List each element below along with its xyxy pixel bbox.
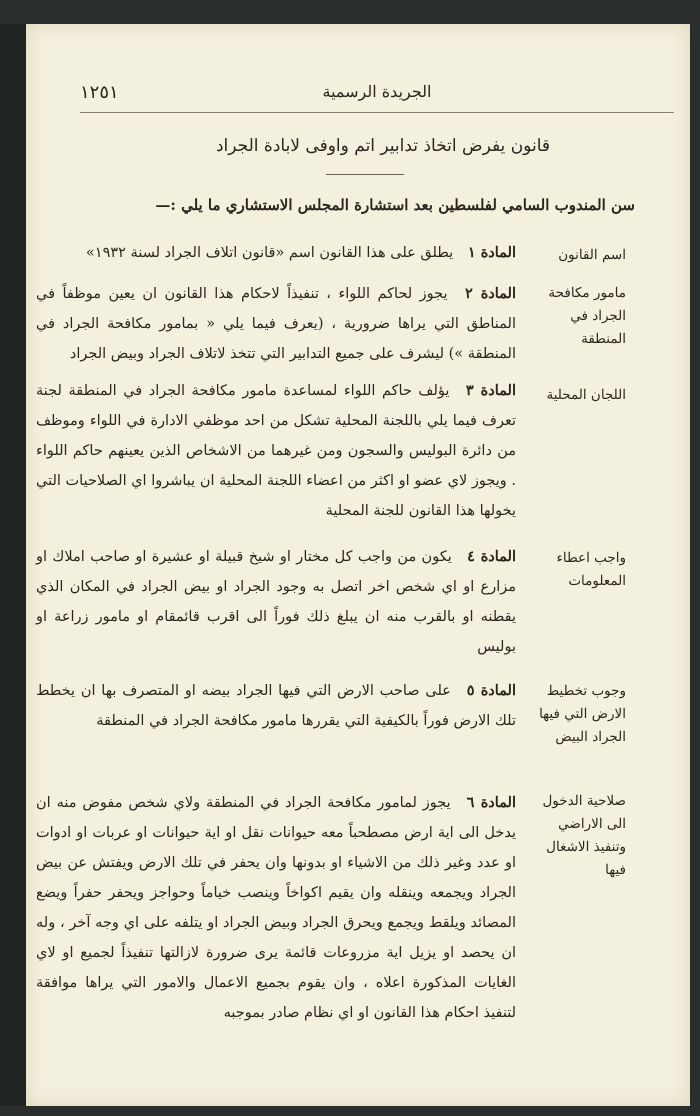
margin-note-3: اللجان المحلية — [546, 387, 626, 403]
article-number: المادة ٤ — [467, 548, 516, 565]
article-text: يكون من واجب كل مختار او شيخ قبيلة او عشيرة او صاحب املاك او مزارع او اي شخص اخر اتصل به وجود الجراد او بيض الجراد في المكان الذي يقطنه او بالقرب منه ان يبلغ ذلك فوراً الى اقرب قائمقام او مامور زراعة او بوليس — [36, 549, 516, 655]
article-3 — [36, 376, 516, 526]
page-number: ١٢٥١ — [80, 82, 119, 103]
article-4 — [36, 542, 516, 662]
article-6 — [36, 788, 516, 1028]
article-number: المادة ١ — [467, 244, 516, 261]
article-text: على صاحب الارض التي فيها الجراد بيضه او المتصرف بها ان يخطط تلك الارض فوراً بالكيفية التي يقررها مامور مكافحة الجراد في المنطقة — [36, 683, 516, 729]
gazette-page — [26, 24, 690, 1106]
article-number: المادة ٢ — [465, 285, 516, 302]
margin-note-2: مامور مكافحة الجراد في المنطقة — [548, 285, 626, 347]
article-text: يطلق على هذا القانون اسم «قانون اتلاف الجراد لسنة ١٩٣٢» — [85, 245, 454, 261]
margin-note-6: صلاحية الدخول الى الاراضي وتنفيذ الاشغال فيها — [542, 793, 626, 878]
law-title: قانون يفرض اتخاذ تدابير اتم واوفى لابادة الجراد — [215, 136, 551, 156]
article-5 — [36, 676, 516, 736]
article-number: المادة ٣ — [465, 382, 516, 399]
scan-edge — [0, 24, 26, 1116]
page-header — [80, 64, 674, 113]
margin-note-4: واجب اعطاء المعلومات — [556, 550, 626, 589]
title-divider — [326, 174, 404, 175]
margin-note-5: وجوب تخطيط الارض التي فيها الجراد البيض — [539, 683, 626, 745]
article-text: يجوز لمامور مكافحة الجراد في المنطقة ولاي شخص مفوض منه ان يدخل الى اية ارض مصطحباً معه حيوانات نقل او اية حيوانات او عربات او ادوات او عدد وغير ذلك من الاشياء او بدونها وان يحفر في تلك الارض ويفتش عن بيض الجراد ويجمعه وينقله وان يقيم اكواخاً وينصب خياماً وحواجز ويحفر حفراً ويضع المصائد ويلقط ويجمع ويحرق الجراد وبيض الجراد او يتلفه على اي وجه آخر ، وله ان يحصد او يزيل اية مزروعات قائمة يرى ضرورة لازالتها تنفيذاً لجميع او لاي الغايات المذكورة اعلاه ، وان يقوم بجميع الاعمال والامور التي يراها موافقة لتنفيذ احكام هذا القانون او اي نظام صادر بموجبه — [36, 795, 516, 1021]
margin-note-1: اسم القانون — [558, 247, 626, 263]
article-text: يؤلف حاكم اللواء لمساعدة مامور مكافحة الجراد في المنطقة لجنة تعرف فيما يلي باللجنة المحلية تشكل من احد موظفي الادارة في اللواء وموظف من دائرة البوليس والسجون ومن غيرهما من الاشخاص الذين يعينهم حاكم اللواء . ويجوز لاي عضو او اكثر من اعضاء اللجنة المحلية ان يباشروا اي الصلاحيات التي يخولها هذا القانون للجنة المحلية — [36, 383, 516, 519]
scan-bottom-edge — [0, 1106, 700, 1116]
enacting-clause: سن المندوب السامي لفلسطين بعد استشارة المجلس الاستشاري ما يلي :— — [155, 196, 635, 214]
article-2 — [36, 279, 516, 369]
article-number: المادة ٥ — [466, 682, 516, 699]
article-1 — [36, 238, 516, 268]
article-text: يجوز لحاكم اللواء ، تنفيذاً لاحكام هذا القانون ان يعين موظفاً في المناطق التي يراها ضرورية ، (يعرف فيما يلي « بمامور مكافحة الجراد في المنطقة ») ليشرف على جميع التدابير التي تتخذ لاتلاف الجراد وبيض الجراد — [36, 286, 516, 362]
article-number: المادة ٦ — [466, 794, 516, 811]
running-head: الجريدة الرسمية — [322, 82, 432, 101]
